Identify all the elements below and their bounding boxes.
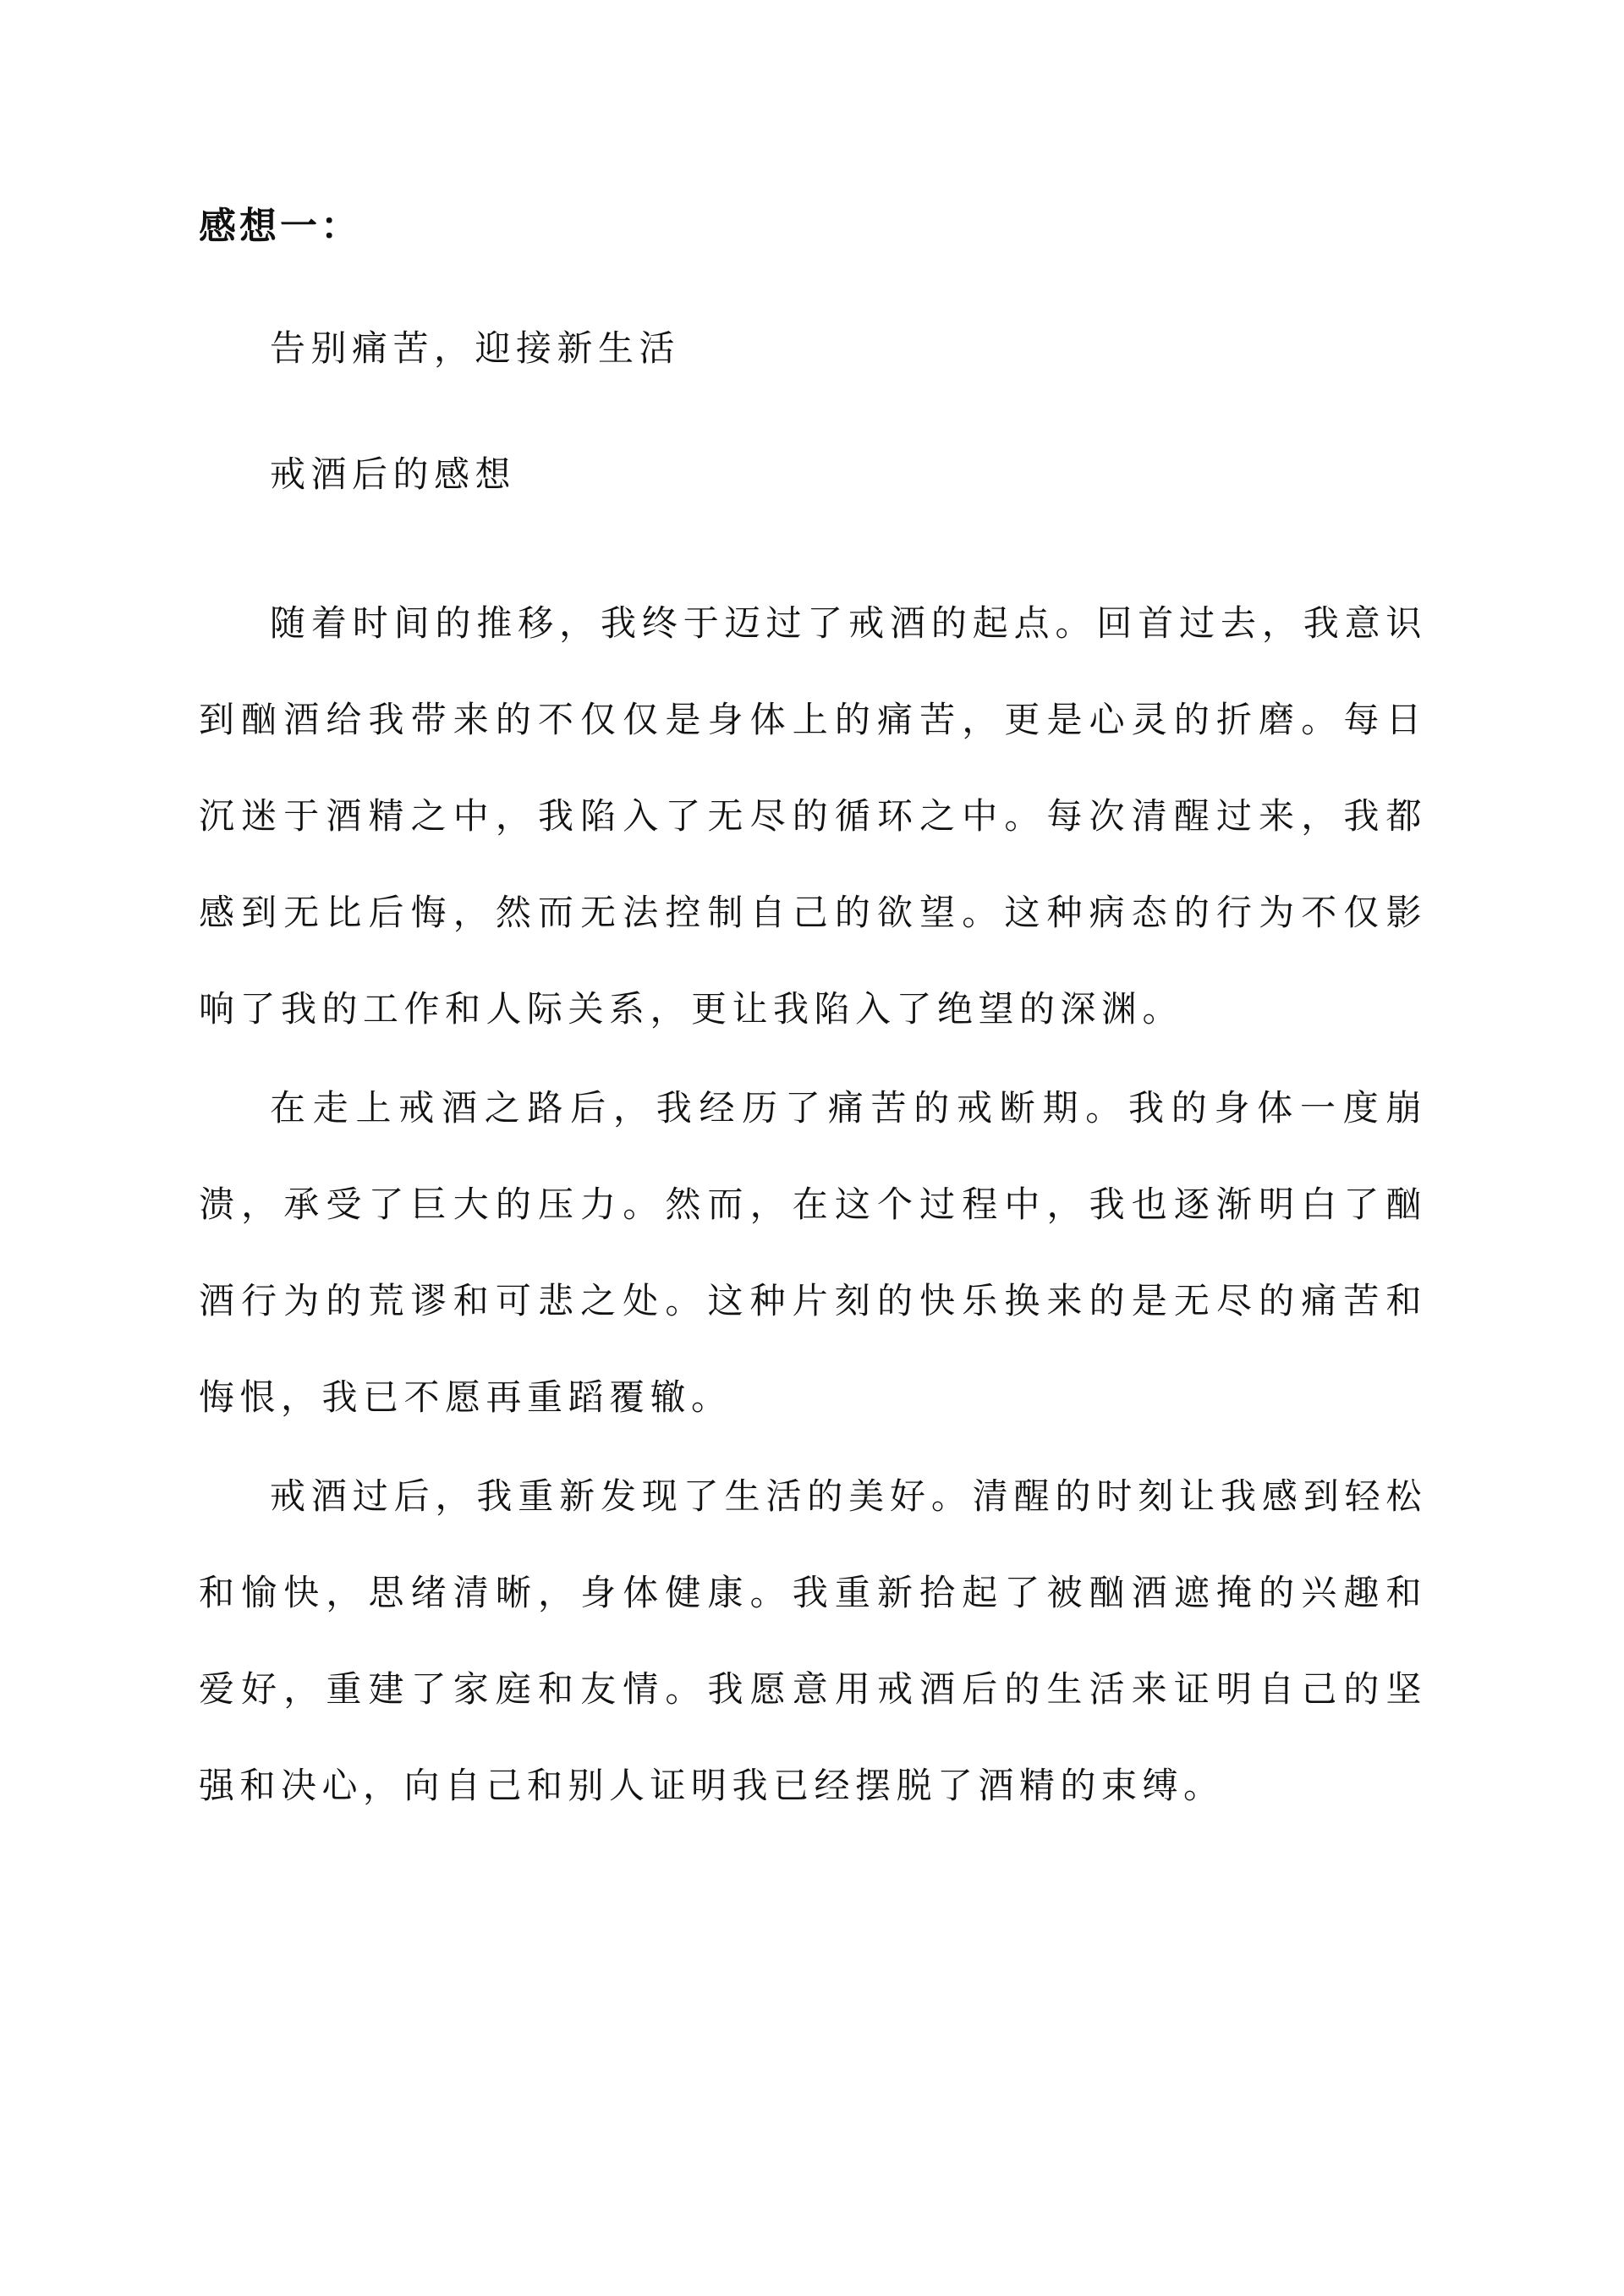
paragraph-3: 戒酒过后，我重新发现了生活的美好。清醒的时刻让我感到轻松和愉快，思绪清晰，身体健康。我重新拾起了被酗酒遮掩的兴趣和爱好，重建了家庭和友情。我愿意用戒酒后的生活来证明自己的坚强和决心，向自己和别人证明我已经摆脱了酒精的束缚。 [199,1475,1427,1806]
document-subtitle: 告别痛苦，迎接新生活 [270,327,681,369]
paragraph-2: 在走上戒酒之路后，我经历了痛苦的戒断期。我的身体一度崩溃，承受了巨大的压力。然而，在这个过程中，我也逐渐明白了酗酒行为的荒谬和可悲之处。这种片刻的快乐换来的是无尽的痛苦和悔恨，我已不愿再重蹈覆辙。 [199,1087,1427,1418]
section-title: 戒酒后的感想 [270,453,517,495]
document-body [199,201,1427,1837]
document-heading: 感想一： [199,205,361,248]
paragraph-1: 随着时间的推移，我终于迈过了戒酒的起点。回首过去，我意识到酗酒给我带来的不仅仅是身体上的痛苦，更是心灵的折磨。每日沉迷于酒精之中，我陷入了无尽的循环之中。每次清醒过来，我都感到无比后悔，然而无法控制自己的欲望。这种病态的行为不仅影响了我的工作和人际关系，更让我陷入了绝望的深渊。 [199,602,1427,1030]
